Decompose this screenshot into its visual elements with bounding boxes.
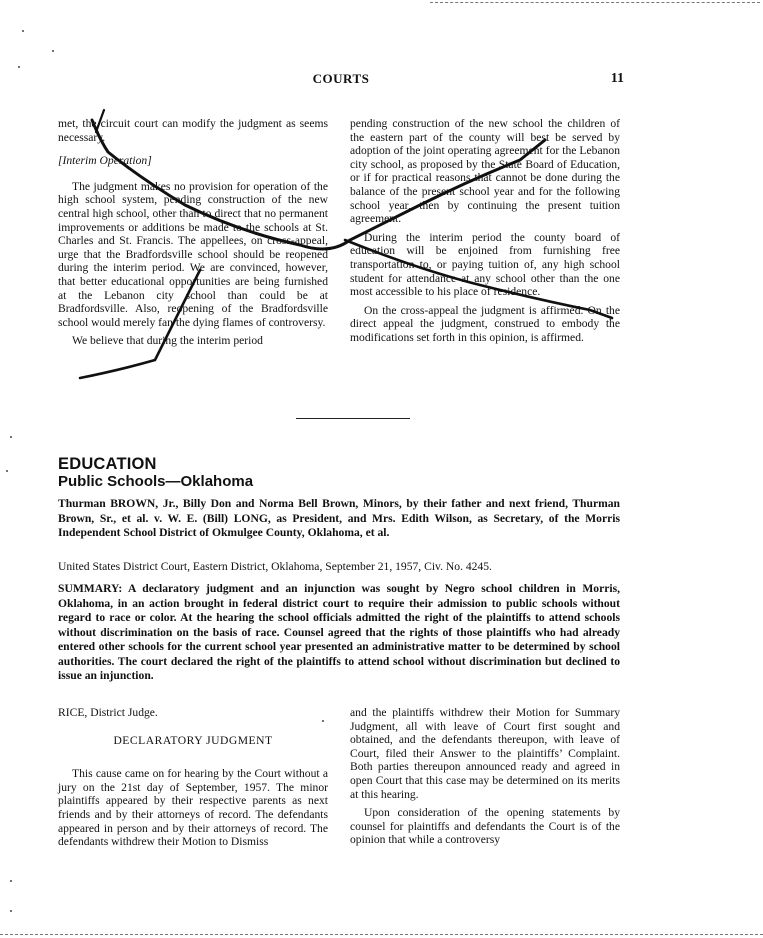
declaratory-judgment-heading: DECLARATORY JUDGMENT: [113, 733, 273, 747]
paragraph: This cause came on for hearing by the Court without a jury on the 21st day of September, 1957. The minor plaintiffs appeared by their respective parents as next friends and by their attorneys of record. The defendants appeared in person and by their attorneys of record. The defendants withdrew their Motion to Dismiss: [58, 767, 328, 849]
scan-speck: [22, 30, 24, 32]
page-number: 11: [610, 71, 624, 86]
section-subtitle: Public Schools—Oklahoma: [58, 473, 254, 490]
scan-speck: [10, 436, 12, 438]
case-parties: Thurman BROWN, Jr., Billy Don and Norma Bell Brown, Minors, by their father and next friend, Thurman Brown, Sr., et al. v. W. E. (Bill) LONG, as President, and Mrs. Edith Wilson, as Secretary, of the Morris Independent School District of Okmulgee County, Oklahoma, et al.: [58, 497, 620, 539]
case-summary: SUMMARY: A declaratory judgment and an injunction was sought by Negro school children in Morris, Oklahoma, in an action brought in federal district court to require their admission to public schools without regard to race or color. At the hearing the school officials admitted the right of the plaintiffs to attend schools without discrimination on the basis of race. Counsel agreed that the rights of those plaintiffs who had already entered other schools for the current school year presented an administrative matter to be determined by school authorities. The court declared the right of the plaintiffs to attend school without discrimination but declined to issue an injunction.: [58, 582, 620, 682]
interim-operation-heading: [Interim Operation]: [58, 154, 152, 168]
section-title: EDUCATION: [58, 455, 157, 473]
paragraph: During the interim period the county board of education will be enjoined from furnishing free transportation to, or paying tuition of, any high school student for attendance at any school other than the one most accessible to his place of residence.: [350, 230, 620, 299]
scan-speck: [10, 880, 12, 882]
scan-edge-mark: [430, 2, 760, 3]
paragraph: and the plaintiffs withdrew their Motion for Summary Judgment, all with leave of Court first sought and obtained, and the defendants thereupon, with leave of Court, filed their Answer to the plaintiffs’ Complaint. Both parties thereupon announced ready and agreed in open Court that this case may be determined on its merits at this hearing.: [350, 706, 620, 801]
paragraph: The judgment makes no provision for operation of the high school system, pending construction of the new central high school, other than to direct that no permanent improvements or additions be made to the schools at St. Charles and St. Francis. The appellees, on cross-appeal, urge that the Bradfordsville school should be reopened during the interim period. We are convinced, however, that better educational opportunities are being furnished at the Lebanon city school than could be at Bradfordsville. Also, reopening of the Bradfordsville school would merely fan the dying flames of controversy.: [58, 179, 328, 329]
scan-speck: [18, 66, 20, 68]
paragraph: pending construction of the new school the children of the eastern part of the county will best be served by adoption of the joint operating agreement for the Lebanon city school, as proposed by the State Board of Education, or if for practical reasons that cannot be done during the balance of the present school year and for the following school year, then by continuing the present tuition agreement.: [350, 117, 620, 226]
judge-name: RICE, District Judge.: [58, 706, 158, 719]
scan-speck: [10, 910, 12, 912]
scan-edge-mark: [0, 934, 763, 935]
section-divider: [296, 418, 410, 419]
paragraph: On the cross-appeal the judgment is affirmed. On the direct appeal the judgment, construed to embody the modifications set forth in this opinion, is affirmed.: [350, 303, 620, 344]
scan-speck: [6, 470, 8, 472]
paragraph: met, the circuit court can modify the judgment as seems necessary.: [58, 117, 328, 144]
paragraph: We believe that during the interim period: [72, 334, 263, 348]
paragraph: Upon consideration of the opening statements by counsel for plaintiffs and defendants the Court is of the opinion that while a controversy: [350, 806, 620, 847]
court-line: United States District Court, Eastern District, Oklahoma, September 21, 1957, Civ. No. 4245.: [58, 560, 492, 573]
lower-right-column: [350, 706, 620, 847]
running-head-title: COURTS: [312, 71, 370, 86]
lower-left-column: [58, 706, 328, 849]
scan-speck: [322, 720, 324, 722]
scan-speck: [52, 50, 54, 52]
